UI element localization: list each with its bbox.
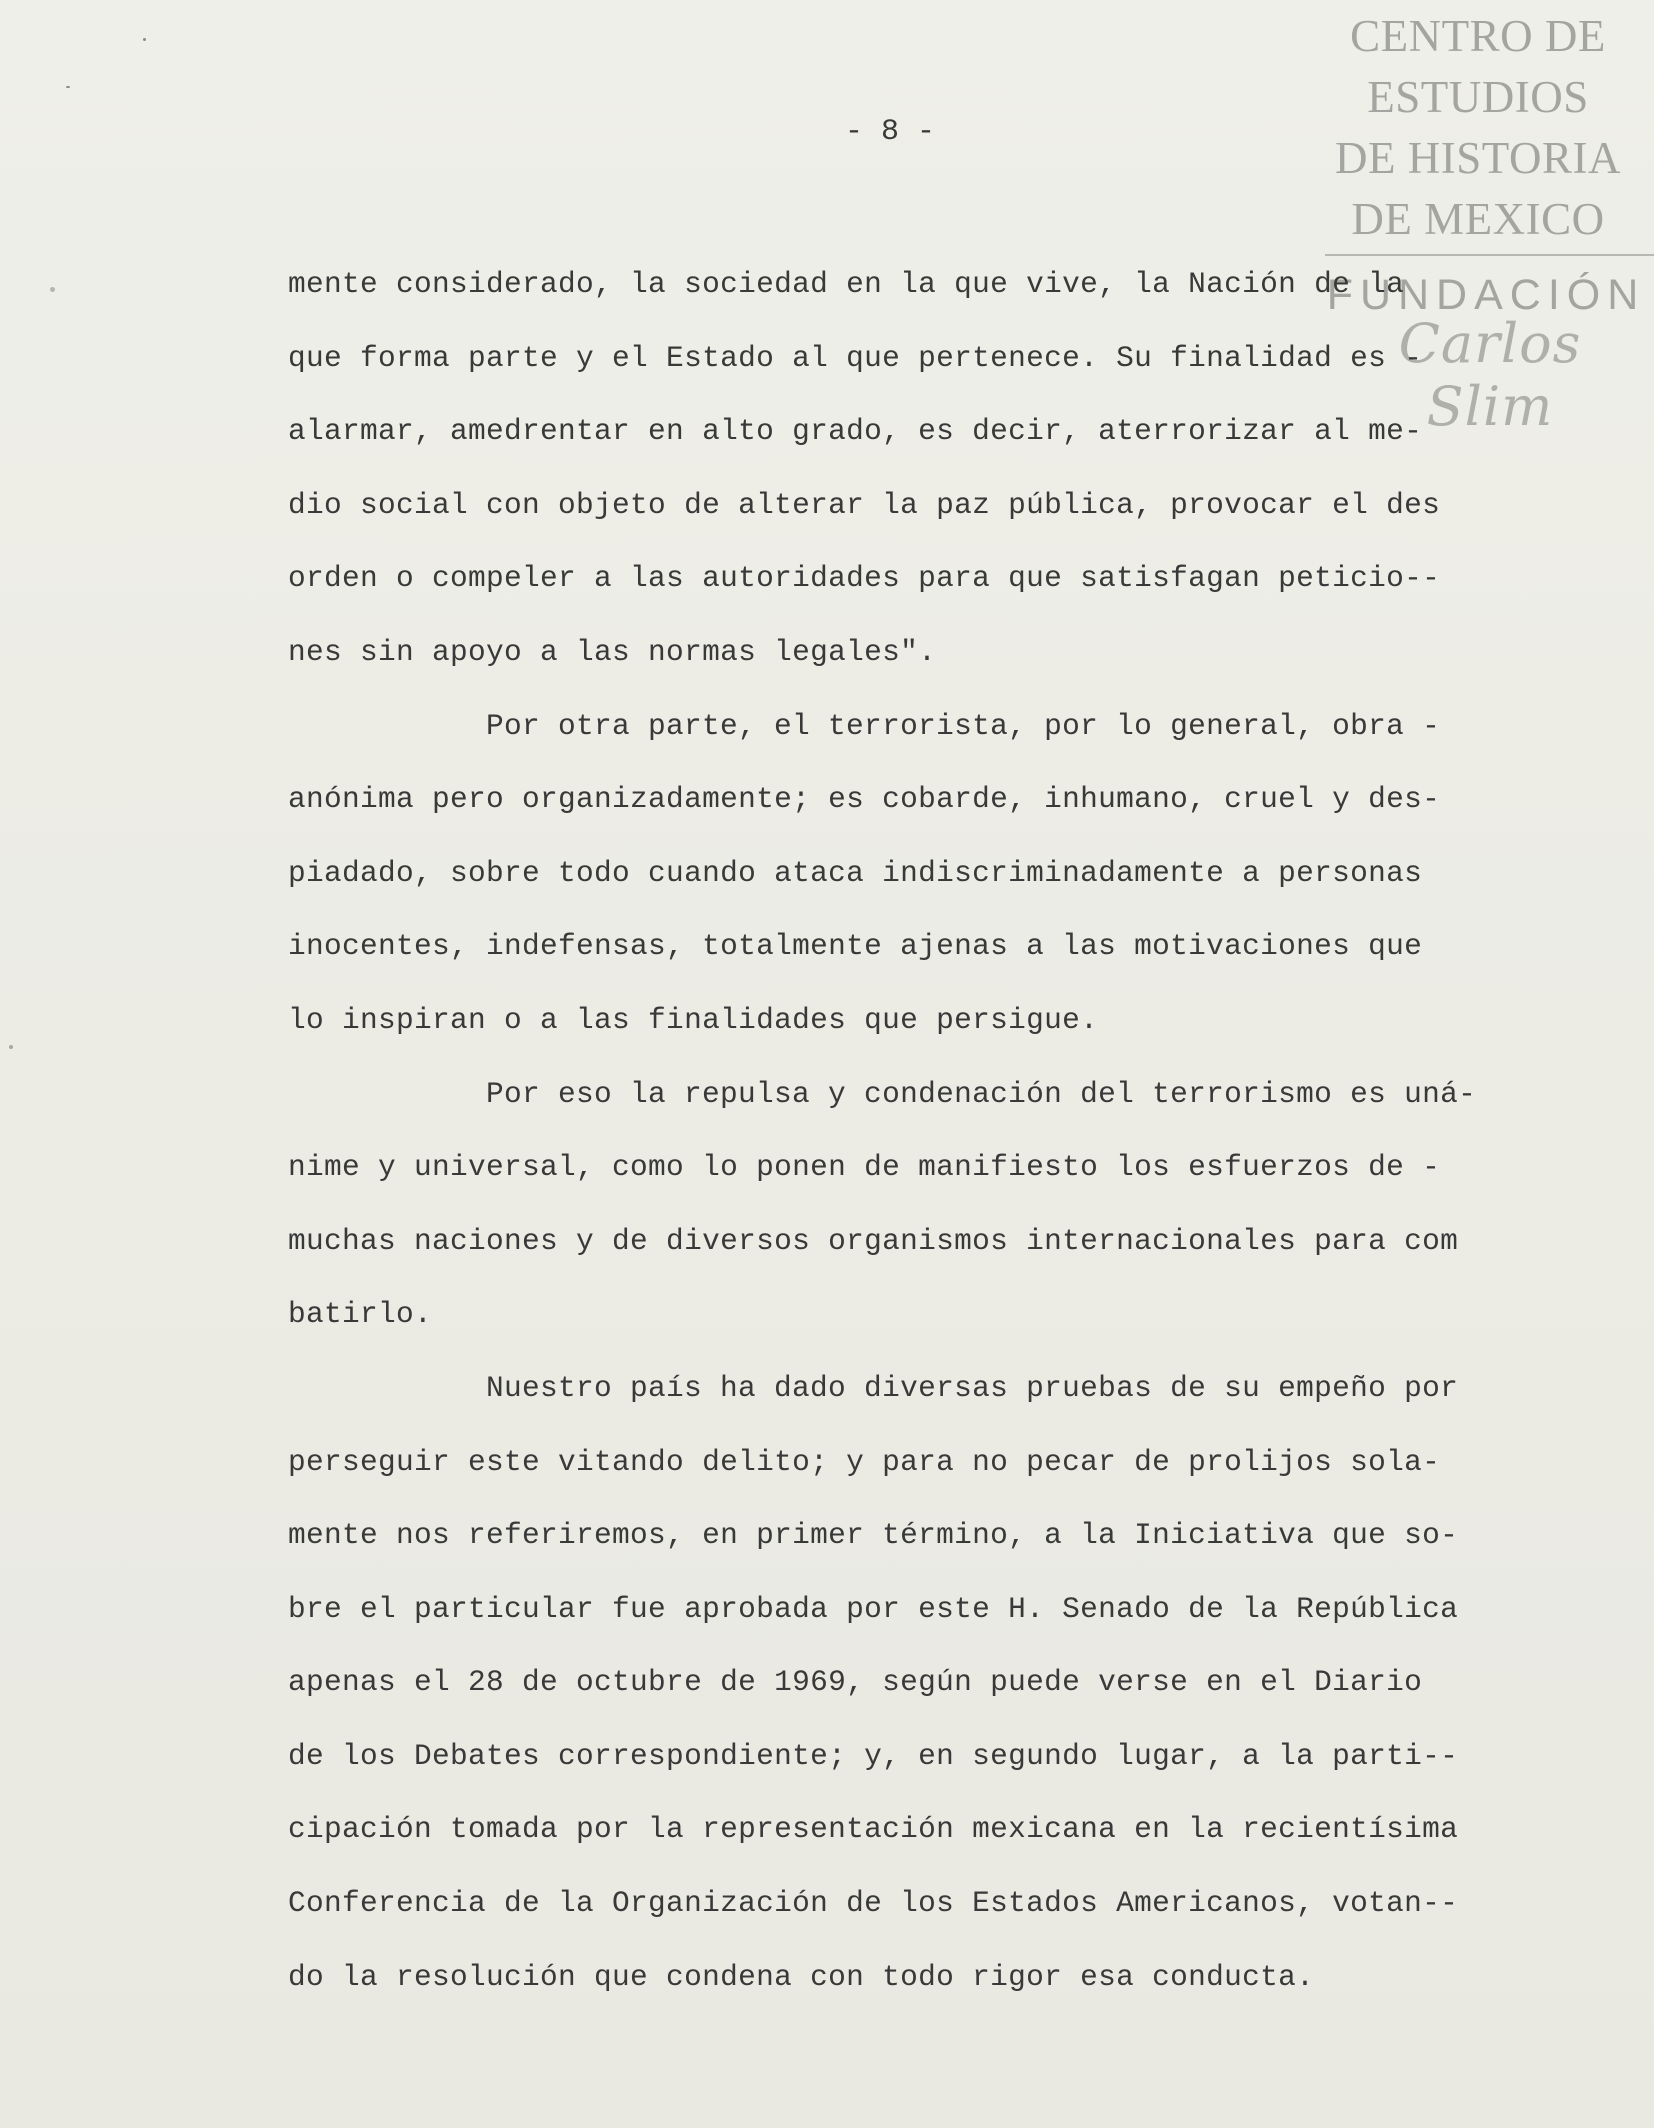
watermark-line: CENTRO DE [1350,11,1606,61]
scan-speck [66,86,70,88]
text-line: alarmar, amedrentar en alto grado, es decir, aterrorizar al me- [288,414,1423,449]
paragraph-first-line: Por otra parte, el terrorista, por lo general, obra - [486,708,1441,743]
text-line: batirlo. [288,1297,433,1332]
text-line: nes sin apoyo a las normas legales". [288,634,937,669]
page-number: - 8 - [844,115,935,149]
text-line: nime y universal, como lo ponen de manifiesto los esfuerzos de - [288,1150,1441,1185]
text-line: anónima pero organizadamente; es cobarde, inhumano, cruel y des- [288,782,1441,817]
text-line: mente considerado, la sociedad en la que vive, la Nación de la [288,267,1405,301]
scan-speck [143,38,146,41]
text-line: bre el particular fue aprobada por este H. Senado de la República [288,1591,1459,1626]
text-line: Conferencia de la Organización de los Estados Americanos, votan-- [288,1886,1459,1921]
paragraph-first-line: Por eso la repulsa y condenación del terrorismo es uná- [486,1076,1477,1111]
text-line: orden o compeler a las autoridades para que satisfagan peticio-- [288,561,1441,596]
document-body [288,262,1588,2028]
text-line: lo inspiran o a las finalidades que persigue. [288,1002,1099,1037]
scan-speck [50,287,55,292]
scan-speck [9,1045,13,1049]
text-line: dio social con objeto de alterar la paz pública, provocar el des [288,487,1441,522]
archive-watermark [1318,6,1638,250]
paragraph-first-line: Nuestro país ha dado diversas pruebas de su empeño por [486,1370,1459,1405]
text-line: que forma parte y el Estado al que pertenece. Su finalidad es - [288,340,1423,375]
watermark-divider [1325,254,1654,256]
watermark-line: DE HISTORIA [1335,133,1621,183]
text-line: muchas naciones y de diversos organismos internacionales para com [288,1223,1459,1258]
watermark-signature: Carlos Slim [1398,312,1582,438]
text-line: de los Debates correspondiente; y, en segundo lugar, a la parti-- [288,1738,1459,1773]
text-line: perseguir este vitando delito; y para no pecar de prolijos sola- [288,1444,1441,1479]
text-line: piadado, sobre todo cuando ataca indiscriminadamente a personas [288,855,1423,890]
text-line: do la resolución que condena con todo rigor esa conducta. [288,1959,1315,1994]
text-line: cipación tomada por la representación mexicana en la recientísima [288,1812,1459,1847]
text-line: inocentes, indefensas, totalmente ajenas a las motivaciones que [288,929,1423,964]
watermark-line: DE MEXICO [1351,194,1605,244]
watermark-fundacion: FUNDACIÓN [1326,271,1646,319]
watermark-line: ESTUDIOS [1367,72,1589,122]
text-line: apenas el 28 de octubre de 1969, según puede verse en el Diario [288,1665,1423,1700]
text-line: mente nos referiremos, en primer término, a la Iniciativa que so- [288,1518,1459,1553]
